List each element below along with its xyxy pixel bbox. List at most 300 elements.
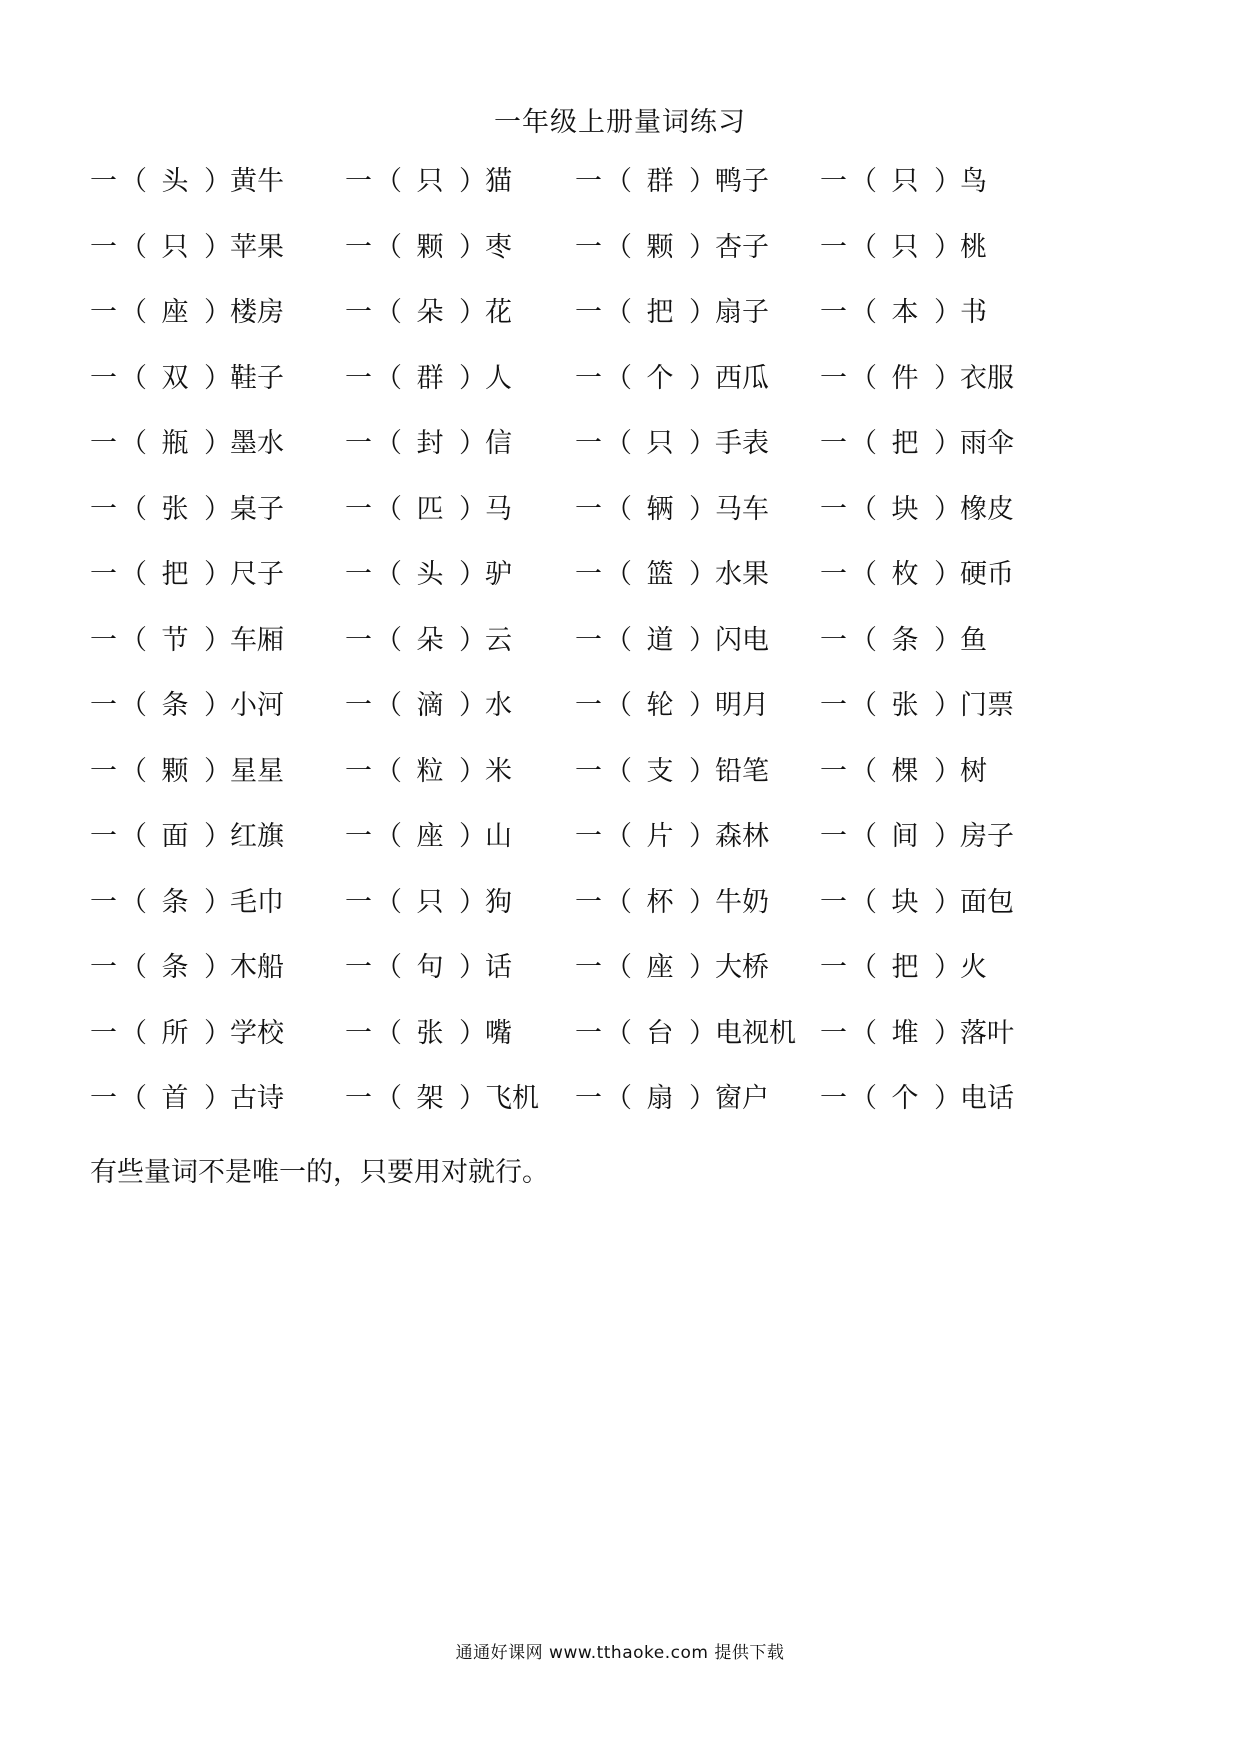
exercise-item — [820, 557, 1014, 593]
noun-word: 硬币 — [960, 559, 1014, 590]
numeral-one: 一 — [345, 624, 372, 656]
numeral-one: 一 — [345, 297, 372, 328]
close-paren: ） — [204, 624, 231, 656]
noun-word: 水 — [485, 690, 512, 721]
noun-word: 明月 — [715, 690, 769, 721]
numeral-one: 一 — [345, 690, 372, 721]
close-paren: ） — [689, 559, 716, 590]
open-paren: （ — [120, 690, 147, 721]
exercise-row — [90, 885, 1090, 951]
measure-word: 颗 — [416, 231, 444, 263]
open-paren: （ — [605, 297, 632, 328]
exercise-item — [345, 492, 512, 528]
exercise-item — [575, 492, 769, 528]
exercise-item — [345, 1016, 512, 1052]
open-paren: （ — [375, 231, 402, 263]
numeral-one: 一 — [90, 886, 117, 918]
open-paren: （ — [375, 1017, 402, 1049]
noun-word: 房子 — [960, 821, 1014, 852]
close-paren: ） — [459, 1017, 486, 1049]
noun-word: 鸟 — [960, 166, 987, 197]
noun-word: 车厢 — [230, 624, 284, 656]
open-paren: （ — [850, 624, 877, 656]
measure-word: 件 — [891, 362, 919, 394]
open-paren: （ — [850, 362, 877, 394]
noun-word: 马车 — [715, 493, 769, 525]
exercise-row — [90, 1081, 1090, 1147]
exercise-item — [575, 1081, 769, 1117]
close-paren: ） — [459, 624, 486, 656]
close-paren: ） — [204, 1017, 231, 1049]
open-paren: （ — [120, 231, 147, 263]
exercise-row — [90, 230, 1090, 296]
measure-word: 张 — [416, 1017, 444, 1049]
numeral-one: 一 — [575, 886, 602, 918]
exercise-item — [90, 1016, 284, 1052]
exercise-item — [90, 361, 284, 397]
open-paren: （ — [850, 559, 877, 590]
open-paren: （ — [120, 1083, 147, 1114]
measure-word: 棵 — [891, 755, 919, 787]
noun-word: 桃 — [960, 231, 987, 263]
measure-word: 头 — [161, 166, 189, 197]
measure-word: 杯 — [646, 886, 674, 918]
exercise-row — [90, 1016, 1090, 1082]
open-paren: （ — [850, 821, 877, 852]
close-paren: ） — [689, 362, 716, 394]
exercise-item — [90, 557, 284, 593]
measure-word: 座 — [646, 952, 674, 983]
close-paren: ） — [204, 821, 231, 852]
measure-word: 架 — [416, 1083, 444, 1114]
open-paren: （ — [850, 952, 877, 983]
close-paren: ） — [204, 755, 231, 787]
open-paren: （ — [375, 886, 402, 918]
close-paren: ） — [934, 231, 961, 263]
open-paren: （ — [850, 493, 877, 525]
noun-word: 人 — [485, 362, 512, 394]
open-paren: （ — [850, 755, 877, 787]
open-paren: （ — [605, 362, 632, 394]
close-paren: ） — [934, 952, 961, 983]
measure-word: 台 — [646, 1017, 674, 1049]
close-paren: ） — [934, 428, 961, 459]
exercise-item — [345, 295, 512, 331]
open-paren: （ — [375, 297, 402, 328]
measure-word: 只 — [416, 886, 444, 918]
open-paren: （ — [850, 428, 877, 459]
open-paren: （ — [120, 362, 147, 394]
close-paren: ） — [689, 821, 716, 852]
close-paren: ） — [689, 886, 716, 918]
exercise-row — [90, 557, 1090, 623]
noun-word: 毛巾 — [230, 886, 284, 918]
measure-word: 本 — [891, 297, 919, 328]
noun-word: 山 — [485, 821, 512, 852]
noun-word: 面包 — [960, 886, 1014, 918]
noun-word: 飞机 — [485, 1083, 539, 1114]
open-paren: （ — [375, 624, 402, 656]
measure-word: 把 — [646, 297, 674, 328]
note-text: 有些量词不是唯一的，只要用对就行。 — [90, 1157, 549, 1188]
open-paren: （ — [120, 493, 147, 525]
numeral-one: 一 — [575, 428, 602, 459]
open-paren: （ — [605, 493, 632, 525]
measure-word: 条 — [161, 690, 189, 721]
exercise-item — [90, 492, 284, 528]
close-paren: ） — [204, 559, 231, 590]
numeral-one: 一 — [345, 231, 372, 263]
measure-word: 块 — [891, 493, 919, 525]
exercise-item — [820, 950, 987, 986]
open-paren: （ — [605, 1017, 632, 1049]
numeral-one: 一 — [90, 559, 117, 590]
noun-word: 木船 — [230, 952, 284, 983]
measure-word: 只 — [891, 166, 919, 197]
exercise-item — [345, 1081, 539, 1117]
measure-word: 群 — [646, 166, 674, 197]
exercise-row — [90, 623, 1090, 689]
numeral-one: 一 — [820, 624, 847, 656]
close-paren: ） — [934, 886, 961, 918]
numeral-one: 一 — [820, 690, 847, 721]
footer-text: 通通好课网 www.tthaoke.com 提供下载 — [455, 1643, 785, 1663]
measure-word: 张 — [161, 493, 189, 525]
numeral-one: 一 — [90, 493, 117, 525]
close-paren: ） — [934, 559, 961, 590]
close-paren: ） — [459, 952, 486, 983]
noun-word: 驴 — [485, 559, 512, 590]
close-paren: ） — [204, 166, 231, 197]
numeral-one: 一 — [90, 690, 117, 721]
noun-word: 鸭子 — [715, 166, 769, 197]
close-paren: ） — [934, 493, 961, 525]
numeral-one: 一 — [90, 1017, 117, 1049]
open-paren: （ — [605, 886, 632, 918]
measure-word: 堆 — [891, 1017, 919, 1049]
noun-word: 小河 — [230, 690, 284, 721]
measure-word: 片 — [646, 821, 674, 852]
exercise-row — [90, 688, 1090, 754]
open-paren: （ — [375, 952, 402, 983]
noun-word: 黄牛 — [230, 166, 284, 197]
exercise-item — [90, 426, 284, 462]
open-paren: （ — [850, 231, 877, 263]
open-paren: （ — [605, 821, 632, 852]
measure-word: 只 — [646, 428, 674, 459]
numeral-one: 一 — [90, 1083, 117, 1114]
numeral-one: 一 — [820, 1083, 847, 1114]
noun-word: 森林 — [715, 821, 769, 852]
close-paren: ） — [459, 362, 486, 394]
close-paren: ） — [689, 493, 716, 525]
exercise-item — [90, 819, 284, 855]
open-paren: （ — [605, 755, 632, 787]
open-paren: （ — [120, 1017, 147, 1049]
close-paren: ） — [934, 1083, 961, 1114]
measure-word: 粒 — [416, 755, 444, 787]
exercise-item — [345, 230, 512, 266]
measure-word: 道 — [646, 624, 674, 656]
exercise-item — [345, 950, 512, 986]
numeral-one: 一 — [90, 624, 117, 656]
open-paren: （ — [120, 428, 147, 459]
exercise-item — [820, 164, 987, 200]
numeral-one: 一 — [820, 362, 847, 394]
open-paren: （ — [375, 690, 402, 721]
numeral-one: 一 — [90, 231, 117, 263]
close-paren: ） — [934, 755, 961, 787]
measure-word: 枚 — [891, 559, 919, 590]
close-paren: ） — [934, 821, 961, 852]
measure-word: 只 — [416, 166, 444, 197]
numeral-one: 一 — [345, 1017, 372, 1049]
numeral-one: 一 — [820, 886, 847, 918]
exercise-item — [90, 688, 284, 724]
open-paren: （ — [120, 755, 147, 787]
exercise-row — [90, 295, 1090, 361]
measure-word: 只 — [161, 231, 189, 263]
open-paren: （ — [850, 297, 877, 328]
numeral-one: 一 — [575, 624, 602, 656]
close-paren: ） — [204, 690, 231, 721]
open-paren: （ — [120, 559, 147, 590]
numeral-one: 一 — [820, 755, 847, 787]
exercise-item — [345, 164, 512, 200]
noun-word: 猫 — [485, 166, 512, 197]
exercise-item — [575, 164, 769, 200]
measure-word: 朵 — [416, 297, 444, 328]
noun-word: 橡皮 — [960, 493, 1014, 525]
exercise-item — [575, 295, 769, 331]
measure-word: 把 — [891, 428, 919, 459]
exercise-item — [575, 361, 769, 397]
numeral-one: 一 — [820, 1017, 847, 1049]
close-paren: ） — [204, 428, 231, 459]
exercise-item — [575, 623, 769, 659]
noun-word: 树 — [960, 755, 987, 787]
open-paren: （ — [605, 1083, 632, 1114]
numeral-one: 一 — [575, 231, 602, 263]
numeral-one: 一 — [345, 362, 372, 394]
measure-word: 篮 — [646, 559, 674, 590]
noun-word: 学校 — [230, 1017, 284, 1049]
noun-word: 门票 — [960, 690, 1014, 721]
numeral-one: 一 — [345, 428, 372, 459]
exercise-row — [90, 361, 1090, 427]
close-paren: ） — [459, 428, 486, 459]
noun-word: 牛奶 — [715, 886, 769, 918]
exercise-item — [820, 492, 1014, 528]
exercise-row — [90, 164, 1090, 230]
exercise-row — [90, 492, 1090, 558]
exercise-item — [345, 688, 512, 724]
numeral-one: 一 — [820, 428, 847, 459]
numeral-one: 一 — [90, 297, 117, 328]
measure-word: 瓶 — [161, 428, 189, 459]
noun-word: 电视机 — [715, 1017, 796, 1049]
numeral-one: 一 — [820, 493, 847, 525]
numeral-one: 一 — [90, 362, 117, 394]
exercise-item — [575, 230, 769, 266]
noun-word: 火 — [960, 952, 987, 983]
close-paren: ） — [689, 428, 716, 459]
noun-word: 墨水 — [230, 428, 284, 459]
noun-word: 鱼 — [960, 624, 987, 656]
close-paren: ） — [204, 952, 231, 983]
numeral-one: 一 — [345, 821, 372, 852]
open-paren: （ — [375, 559, 402, 590]
exercise-item — [345, 426, 512, 462]
exercise-item — [575, 557, 769, 593]
open-paren: （ — [850, 1083, 877, 1114]
measure-word: 个 — [646, 362, 674, 394]
noun-word: 西瓜 — [715, 362, 769, 394]
numeral-one: 一 — [575, 362, 602, 394]
noun-word: 电话 — [960, 1083, 1014, 1114]
measure-word: 支 — [646, 755, 674, 787]
open-paren: （ — [375, 428, 402, 459]
exercise-item — [345, 361, 512, 397]
numeral-one: 一 — [345, 559, 372, 590]
noun-word: 落叶 — [960, 1017, 1014, 1049]
noun-word: 大桥 — [715, 952, 769, 983]
numeral-one: 一 — [345, 755, 372, 787]
numeral-one: 一 — [820, 559, 847, 590]
numeral-one: 一 — [575, 821, 602, 852]
exercise-item — [820, 361, 1014, 397]
noun-word: 米 — [485, 755, 512, 787]
measure-word: 把 — [161, 559, 189, 590]
open-paren: （ — [120, 821, 147, 852]
exercise-item — [90, 754, 284, 790]
measure-word: 句 — [416, 952, 444, 983]
open-paren: （ — [375, 1083, 402, 1114]
open-paren: （ — [375, 166, 402, 197]
close-paren: ） — [934, 690, 961, 721]
exercise-item — [90, 623, 284, 659]
close-paren: ） — [459, 297, 486, 328]
noun-word: 星星 — [230, 755, 284, 787]
measure-word: 双 — [161, 362, 189, 394]
measure-word: 条 — [891, 624, 919, 656]
open-paren: （ — [605, 952, 632, 983]
exercise-item — [345, 557, 512, 593]
measure-word: 颗 — [161, 755, 189, 787]
open-paren: （ — [850, 1017, 877, 1049]
exercise-item — [345, 819, 512, 855]
exercise-item — [90, 230, 284, 266]
numeral-one: 一 — [345, 886, 372, 918]
measure-word: 颗 — [646, 231, 674, 263]
exercise-item — [90, 885, 284, 921]
exercise-item — [575, 950, 769, 986]
open-paren: （ — [120, 166, 147, 197]
measure-word: 匹 — [416, 493, 444, 525]
numeral-one: 一 — [575, 755, 602, 787]
open-paren: （ — [605, 624, 632, 656]
open-paren: （ — [375, 362, 402, 394]
measure-word: 朵 — [416, 624, 444, 656]
close-paren: ） — [459, 886, 486, 918]
numeral-one: 一 — [575, 493, 602, 525]
exercise-row — [90, 754, 1090, 820]
noun-word: 雨伞 — [960, 428, 1014, 459]
exercise-item — [345, 754, 512, 790]
exercise-item — [820, 230, 987, 266]
noun-word: 水果 — [715, 559, 769, 590]
open-paren: （ — [120, 886, 147, 918]
noun-word: 云 — [485, 624, 512, 656]
close-paren: ） — [459, 231, 486, 263]
exercise-item — [820, 819, 1014, 855]
measure-word: 块 — [891, 886, 919, 918]
noun-word: 书 — [960, 297, 987, 328]
numeral-one: 一 — [820, 166, 847, 197]
measure-word: 只 — [891, 231, 919, 263]
exercise-row — [90, 819, 1090, 885]
open-paren: （ — [120, 297, 147, 328]
measure-word: 面 — [161, 821, 189, 852]
noun-word: 手表 — [715, 428, 769, 459]
close-paren: ） — [689, 297, 716, 328]
numeral-one: 一 — [90, 166, 117, 197]
measure-word: 节 — [161, 624, 189, 656]
numeral-one: 一 — [90, 428, 117, 459]
numeral-one: 一 — [820, 297, 847, 328]
numeral-one: 一 — [90, 821, 117, 852]
noun-word: 枣 — [485, 231, 512, 263]
noun-word: 衣服 — [960, 362, 1014, 394]
measure-word: 辆 — [646, 493, 674, 525]
noun-word: 苹果 — [230, 231, 284, 263]
noun-word: 鞋子 — [230, 362, 284, 394]
numeral-one: 一 — [575, 952, 602, 983]
close-paren: ） — [689, 690, 716, 721]
numeral-one: 一 — [575, 559, 602, 590]
open-paren: （ — [605, 690, 632, 721]
exercise-item — [575, 885, 769, 921]
exercise-item — [345, 885, 512, 921]
noun-word: 窗户 — [715, 1083, 769, 1114]
open-paren: （ — [605, 559, 632, 590]
close-paren: ） — [934, 362, 961, 394]
noun-word: 尺子 — [230, 559, 284, 590]
open-paren: （ — [605, 166, 632, 197]
open-paren: （ — [120, 952, 147, 983]
noun-word: 古诗 — [230, 1083, 284, 1114]
close-paren: ） — [204, 1083, 231, 1114]
numeral-one: 一 — [820, 821, 847, 852]
noun-word: 花 — [485, 297, 512, 328]
exercise-item — [820, 295, 987, 331]
open-paren: （ — [605, 231, 632, 263]
exercise-item — [90, 164, 284, 200]
exercise-item — [820, 1016, 1014, 1052]
measure-word: 封 — [416, 428, 444, 459]
noun-word: 铅笔 — [715, 755, 769, 787]
numeral-one: 一 — [90, 755, 117, 787]
numeral-one: 一 — [575, 690, 602, 721]
close-paren: ） — [459, 821, 486, 852]
exercise-list — [90, 164, 1090, 1147]
exercise-item — [575, 426, 769, 462]
measure-word: 把 — [891, 952, 919, 983]
exercise-item — [575, 819, 769, 855]
close-paren: ） — [689, 166, 716, 197]
page-title: 一年级上册量词练习 — [494, 107, 746, 138]
close-paren: ） — [934, 166, 961, 197]
